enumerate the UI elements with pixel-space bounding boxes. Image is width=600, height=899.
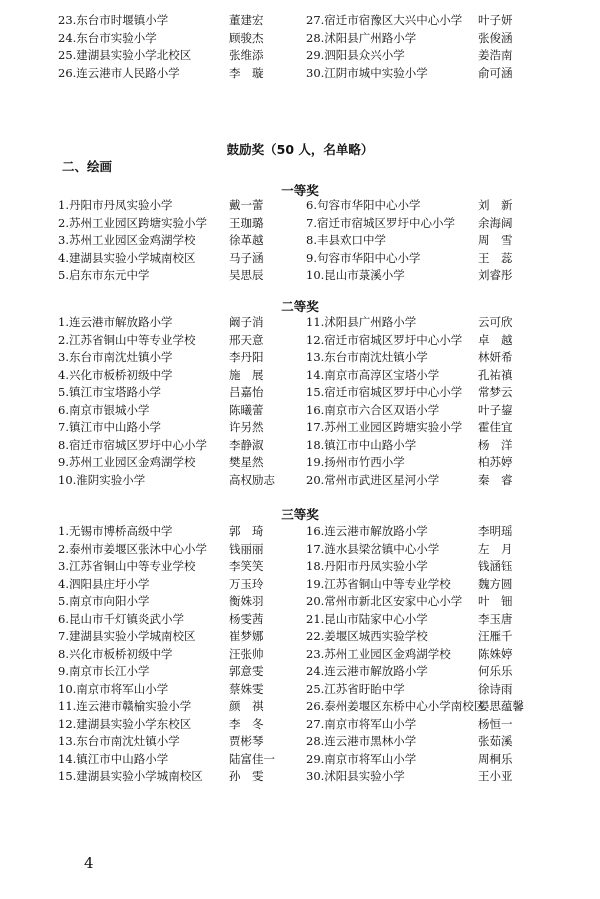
student-left: 李笑笑: [229, 559, 264, 573]
student-left: 贾彬琴: [229, 734, 264, 748]
award-row: [58, 611, 558, 629]
award-row: [58, 646, 558, 664]
school-right: 19.扬州市竹西小学: [306, 455, 405, 469]
award-row: [58, 576, 558, 594]
student-right: 徐诗雨: [478, 681, 513, 696]
school-right: 23.苏州工业园区金鸡湖学校: [306, 646, 451, 661]
student-left: 郭意雯: [229, 664, 264, 678]
student-left: 颜 祺: [229, 699, 264, 713]
school-right: 12.宿迁市宿城区罗圩中心小学: [306, 332, 463, 347]
student-left: 钱丽丽: [229, 541, 264, 556]
school-right: 10.昆山市菉溪小学: [306, 268, 405, 282]
student-right: 霍佳宜: [478, 420, 513, 434]
school-right: 24.连云港市解放路小学: [306, 664, 428, 678]
award-row: [58, 698, 558, 716]
school-right: 29.南京市将军山小学: [306, 751, 417, 766]
award-row: [58, 250, 558, 268]
student-right: 周 雪: [478, 233, 513, 247]
student-left: 万玉玲: [229, 576, 264, 591]
page-number: 4: [84, 854, 94, 872]
student-right: 左 月: [478, 541, 513, 556]
student-right: 秦 睿: [478, 472, 513, 487]
student-left: 吴思辰: [229, 268, 264, 282]
student-right: 王 蕊: [478, 250, 513, 265]
student-left: 崔梦娜: [229, 629, 264, 643]
school-left: 11.连云港市赣榆实验小学: [58, 699, 192, 713]
student-left: 吕嘉怡: [229, 385, 264, 399]
student-right: 云可欣: [478, 315, 513, 329]
school-left: 4.建湖县实验小学城南校区: [58, 250, 196, 265]
school-left: 9.苏州工业园区金鸡湖学校: [58, 455, 196, 469]
student-left: 邢天意: [229, 332, 264, 347]
student-left: 蔡姝雯: [229, 681, 264, 696]
school-right: 11.沭阳县广州路小学: [306, 315, 417, 329]
award-row: [58, 716, 558, 734]
school-right: 16.连云港市解放路小学: [306, 524, 428, 538]
award-row: [58, 541, 558, 559]
school-left: 10.南京市将军山小学: [58, 681, 169, 696]
student-right: 余海阔: [478, 215, 513, 230]
school-right: 28.沭阳县广州路小学: [306, 30, 417, 45]
school-left: 1.无锡市博桥高级中学: [58, 524, 173, 538]
student-right: 何乐乐: [478, 664, 513, 678]
continuation-list: [58, 12, 558, 82]
student-left: 施 展: [229, 367, 264, 382]
third-prize-title: 三等奖: [281, 507, 319, 522]
student-left: 许另然: [229, 420, 264, 434]
school-left: 8.宿迁市宿城区罗圩中心小学: [58, 437, 207, 452]
award-row: [58, 314, 558, 332]
school-left: 2.江苏省铜山中等专业学校: [58, 332, 196, 347]
award-row: [58, 593, 558, 611]
student-right: 王小亚: [478, 769, 513, 783]
school-right: 13.东台市南沈灶镇小学: [306, 350, 428, 364]
school-left: 5.启东市东元中学: [58, 268, 150, 282]
student-right: 杨恒一: [478, 716, 513, 731]
school-left: 3.江苏省铜山中等专业学校: [58, 559, 196, 573]
student-right: 李明瑶: [478, 524, 513, 538]
school-right: 20.常州市武进区星河小学: [306, 472, 440, 487]
school-left: 7.镇江市中山路小学: [58, 420, 161, 434]
school-left: 1.连云港市解放路小学: [58, 315, 173, 329]
school-left: 6.南京市银城小学: [58, 402, 150, 417]
student-right: 俞可涵: [478, 65, 513, 80]
award-row: [58, 12, 558, 30]
student-right: 林妍希: [478, 350, 513, 364]
first-prize-list: [58, 197, 558, 285]
school-right: 17.苏州工业园区跨塘实验小学: [306, 420, 463, 434]
student-left: 董建宏: [229, 13, 264, 27]
school-right: 7.宿迁市宿城区罗圩中心小学: [306, 215, 455, 230]
student-right: 叶子妍: [478, 13, 513, 27]
award-row: [58, 419, 558, 437]
student-left: 戴一蕾: [229, 198, 264, 212]
school-right: 21.昆山市陆家中心小学: [306, 611, 428, 626]
school-left: 6.昆山市千灯镇炎武小学: [58, 611, 184, 626]
second-prize-list: [58, 314, 558, 489]
student-right: 杨 洋: [478, 437, 513, 452]
school-right: 26.泰州姜堰区东桥中心小学南校区: [306, 699, 486, 713]
award-row: [58, 332, 558, 350]
school-left: 15.建湖县实验小学城南校区: [58, 769, 203, 783]
school-right: 30.沭阳县实验小学: [306, 769, 405, 783]
school-right: 14.南京市高淳区宝塔小学: [306, 367, 440, 382]
school-right: 18.镇江市中山路小学: [306, 437, 417, 452]
award-row: [58, 733, 558, 751]
student-left: 王珈璐: [229, 215, 264, 230]
school-left: 4.泗阳县庄圩小学: [58, 576, 150, 591]
award-row: [58, 65, 558, 83]
school-left: 8.兴化市板桥初级中学: [58, 646, 173, 661]
student-left: 阚子消: [229, 315, 264, 329]
student-left: 郭 琦: [229, 524, 264, 538]
school-left: 1.丹阳市丹凤实验小学: [58, 198, 173, 212]
student-right: 魏方圆: [478, 576, 513, 591]
school-left: 13.东台市南沈灶镇小学: [58, 734, 180, 748]
school-right: 27.宿迁市宿豫区大兴中心小学: [306, 13, 463, 27]
award-row: [58, 628, 558, 646]
award-row: [58, 349, 558, 367]
school-left: 12.建湖县实验小学东校区: [58, 716, 192, 731]
school-left: 26.连云港市人民路小学: [58, 65, 180, 80]
award-row: [58, 751, 558, 769]
school-right: 29.泗阳县众兴小学: [306, 48, 405, 62]
student-right: 周桐乐: [478, 751, 513, 766]
student-left: 陆富佳一: [229, 751, 275, 766]
school-right: 28.连云港市黑林小学: [306, 734, 417, 748]
student-right: 姜浩南: [478, 48, 513, 62]
award-row: [58, 437, 558, 455]
section-title: 二、绘画: [62, 159, 113, 174]
student-left: 李静淑: [229, 437, 264, 452]
school-right: 17.涟水县梁岔镇中心小学: [306, 541, 440, 556]
school-right: 30.江阴市城中实验小学: [306, 65, 428, 80]
school-left: 9.南京市长江小学: [58, 664, 150, 678]
award-row: [58, 215, 558, 233]
student-right: 刘睿彤: [478, 268, 513, 282]
student-left: 李 冬: [229, 716, 264, 731]
student-right: 陈姝婷: [478, 646, 513, 661]
student-right: 晏思蕴馨: [478, 699, 524, 713]
award-row: [58, 367, 558, 385]
school-right: 15.宿迁市宿城区罗圩中心小学: [306, 385, 463, 399]
award-row: [58, 232, 558, 250]
school-left: 3.苏州工业园区金鸡湖学校: [58, 233, 196, 247]
student-right: 孔祐禛: [478, 367, 513, 382]
school-left: 2.泰州市姜堰区张沐中心小学: [58, 541, 207, 556]
student-right: 张俊涵: [478, 30, 513, 45]
award-row: [58, 197, 558, 215]
award-row: [58, 402, 558, 420]
school-left: 3.东台市南沈灶镇小学: [58, 350, 173, 364]
award-row: [58, 47, 558, 65]
student-right: 柏苏婷: [478, 455, 513, 469]
student-left: 李丹阳: [229, 350, 264, 364]
student-right: 常梦云: [478, 385, 513, 399]
school-left: 25.建湖县实验小学北校区: [58, 48, 192, 62]
award-row: [58, 472, 558, 490]
student-right: 张茹溪: [478, 734, 513, 748]
award-row: [58, 663, 558, 681]
school-right: 25.江苏省盱眙中学: [306, 681, 405, 696]
award-row: [58, 681, 558, 699]
school-right: 9.句容市华阳中心小学: [306, 250, 421, 265]
student-left: 樊星然: [229, 455, 264, 469]
student-right: 汪雁千: [478, 629, 513, 643]
award-row: [58, 454, 558, 472]
student-left: 顾骏杰: [229, 30, 264, 45]
student-left: 马子涵: [229, 250, 264, 265]
encouragement-heading: 鼓励奖（50 人，名单略）: [226, 142, 374, 157]
school-right: 20.常州市新北区安家中心小学: [306, 594, 463, 608]
school-right: 16.南京市六合区双语小学: [306, 402, 440, 417]
student-left: 陈曦蕾: [229, 402, 264, 417]
student-left: 李 璇: [229, 65, 264, 80]
third-prize-list: [58, 523, 558, 786]
school-left: 14.镇江市中山路小学: [58, 751, 169, 766]
student-left: 张维添: [229, 48, 264, 62]
first-prize-title: 一等奖: [281, 183, 319, 198]
award-row: [58, 523, 558, 541]
school-left: 23.东台市时堰镇小学: [58, 13, 169, 27]
student-right: 叶子鋆: [478, 402, 513, 417]
school-right: 19.江苏省铜山中等专业学校: [306, 576, 451, 591]
student-left: 杨雯茜: [229, 611, 264, 626]
student-left: 衡姝羽: [229, 594, 264, 608]
award-row: [58, 558, 558, 576]
school-left: 2.苏州工业园区跨塘实验小学: [58, 215, 207, 230]
student-right: 李玉唐: [478, 611, 513, 626]
student-left: 高权励志: [229, 472, 275, 487]
school-left: 5.南京市向阳小学: [58, 594, 150, 608]
award-row: [58, 768, 558, 786]
second-prize-title: 二等奖: [281, 299, 319, 314]
student-right: 叶 钿: [478, 594, 513, 608]
award-row: [58, 267, 558, 285]
student-left: 汪张帅: [229, 646, 264, 661]
school-left: 10.淮阴实验小学: [58, 472, 146, 487]
school-right: 8.丰县欢口中学: [306, 233, 386, 247]
student-left: 孙 雯: [229, 769, 264, 783]
student-right: 刘 新: [478, 198, 513, 212]
school-right: 22.姜堰区城西实验学校: [306, 629, 428, 643]
school-left: 7.建湖县实验小学城南校区: [58, 629, 196, 643]
school-left: 4.兴化市板桥初级中学: [58, 367, 173, 382]
award-row: [58, 384, 558, 402]
student-right: 钱涵钰: [478, 559, 513, 573]
award-row: [58, 30, 558, 48]
student-right: 卓 越: [478, 332, 513, 347]
school-right: 27.南京市将军山小学: [306, 716, 417, 731]
school-right: 18.丹阳市丹凤实验小学: [306, 559, 428, 573]
school-right: 6.句容市华阳中心小学: [306, 198, 421, 212]
school-left: 5.镇江市宝塔路小学: [58, 385, 161, 399]
school-left: 24.东台市实验小学: [58, 30, 157, 45]
student-left: 徐革越: [229, 233, 264, 247]
